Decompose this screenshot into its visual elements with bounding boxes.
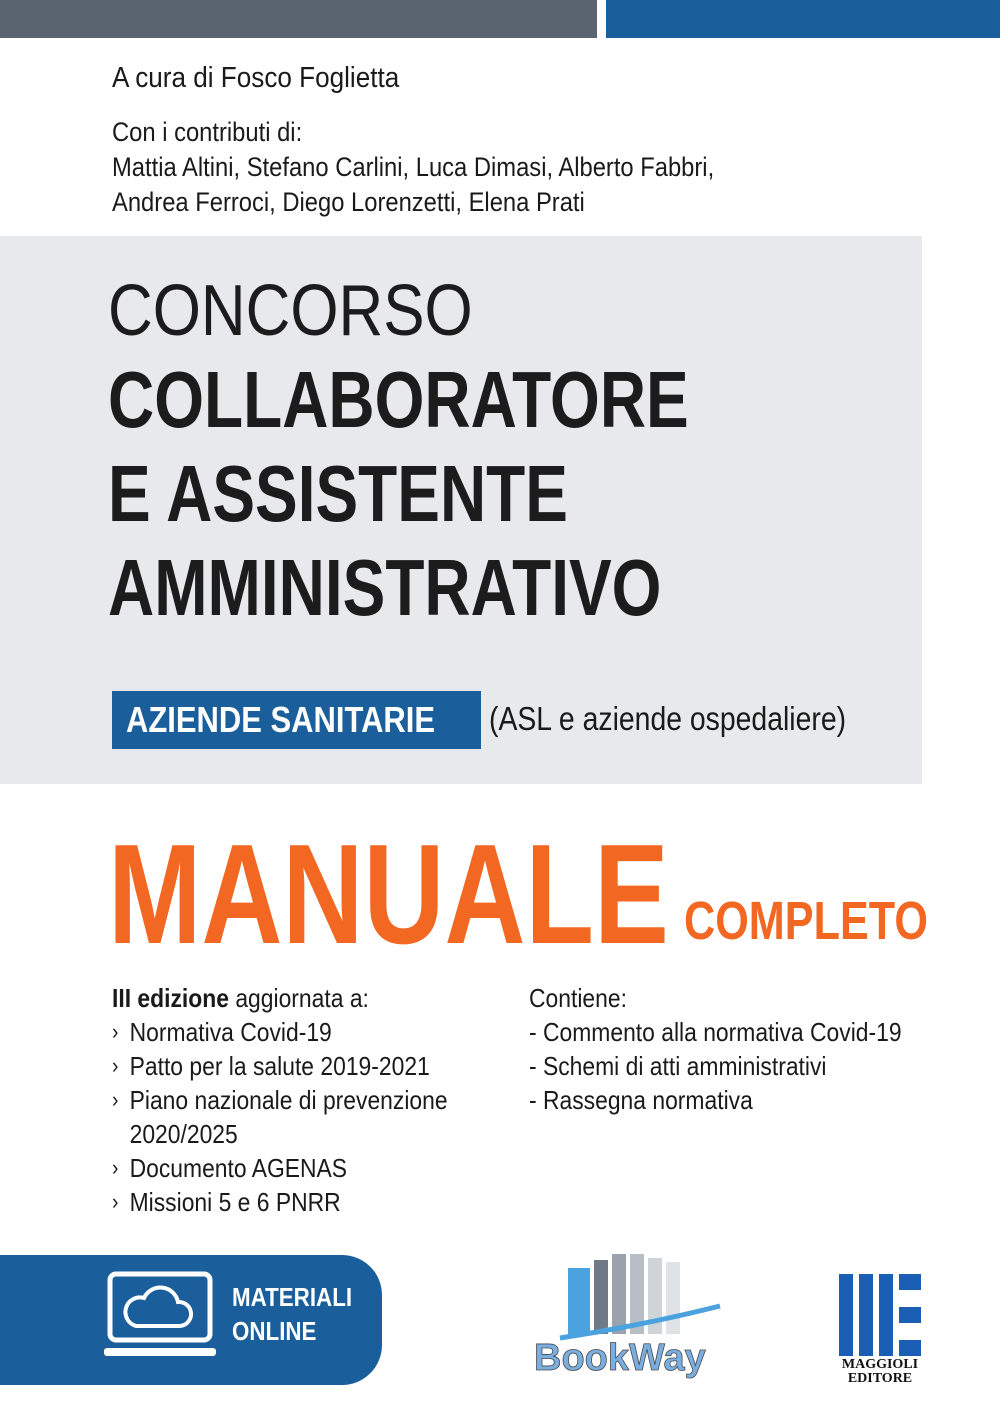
type-main: MANUALE [108, 815, 669, 974]
title-line-4: AMMINISTRATIVO [108, 543, 662, 632]
title-line-2: COLLABORATORE [108, 355, 689, 444]
edition-item: › Missioni 5 e 6 PNRR [112, 1187, 341, 1217]
chevron-right-icon: › [112, 1155, 119, 1180]
subtitle-note: (ASL e aziende ospedaliere) [489, 700, 847, 737]
chevron-right-icon: › [112, 1019, 119, 1044]
edition-rest: aggiornata a: [228, 983, 369, 1013]
edition-bold: III edizione [112, 983, 229, 1013]
maggioli-logo [835, 1270, 925, 1360]
contents-block [529, 981, 902, 1117]
materials-online-label: MATERIALI ONLINE [232, 1282, 353, 1346]
chevron-right-icon: › [112, 1189, 119, 1214]
title-line-1: CONCORSO [108, 271, 473, 351]
contents-item: - Schemi di atti amministrativi [529, 1051, 827, 1081]
edition-item: › Documento AGENAS [112, 1153, 348, 1183]
edition-item: › Piano nazionale di prevenzione [112, 1085, 448, 1115]
svg-text:BookWay: BookWay [534, 1337, 706, 1379]
top-bar-grey [0, 0, 597, 38]
cloud-screen-icon [104, 1268, 216, 1368]
type-qualifier: COMPLETO [684, 891, 929, 951]
contents-heading: Contiene: [529, 983, 627, 1013]
contributors-line-1: Mattia Altini, Stefano Carlini, Luca Dimasi, Alberto Fabbri, [112, 152, 715, 182]
publisher-name: MAGGIOLI EDITORE [841, 1357, 919, 1386]
subtitle-badge [112, 691, 481, 749]
contents-item: - Commento alla normativa Covid-19 [529, 1017, 902, 1047]
contributors-block [112, 115, 714, 220]
chevron-right-icon: › [112, 1087, 119, 1112]
edition-block [112, 981, 448, 1219]
edition-item: › Normativa Covid-19 [112, 1017, 332, 1047]
edition-item: › Patto per la salute 2019-2021 [112, 1051, 430, 1081]
contributors-intro: Con i contributi di: [112, 117, 303, 147]
edition-heading [112, 981, 448, 1015]
contributors-line-2: Andrea Ferroci, Diego Lorenzetti, Elena Prati [112, 187, 585, 217]
chevron-right-icon: › [112, 1053, 119, 1078]
curator-line: A cura di Fosco Foglietta [112, 62, 400, 94]
contents-item: - Rassegna normativa [529, 1085, 753, 1115]
title-line-3: E ASSISTENTE [108, 449, 568, 538]
edition-item-continuation: 2020/2025 [129, 1119, 238, 1149]
top-bar-blue [606, 0, 1000, 38]
bookway-logo [520, 1246, 760, 1390]
subtitle-badge-label: AZIENDE SANITARIE [126, 699, 436, 740]
